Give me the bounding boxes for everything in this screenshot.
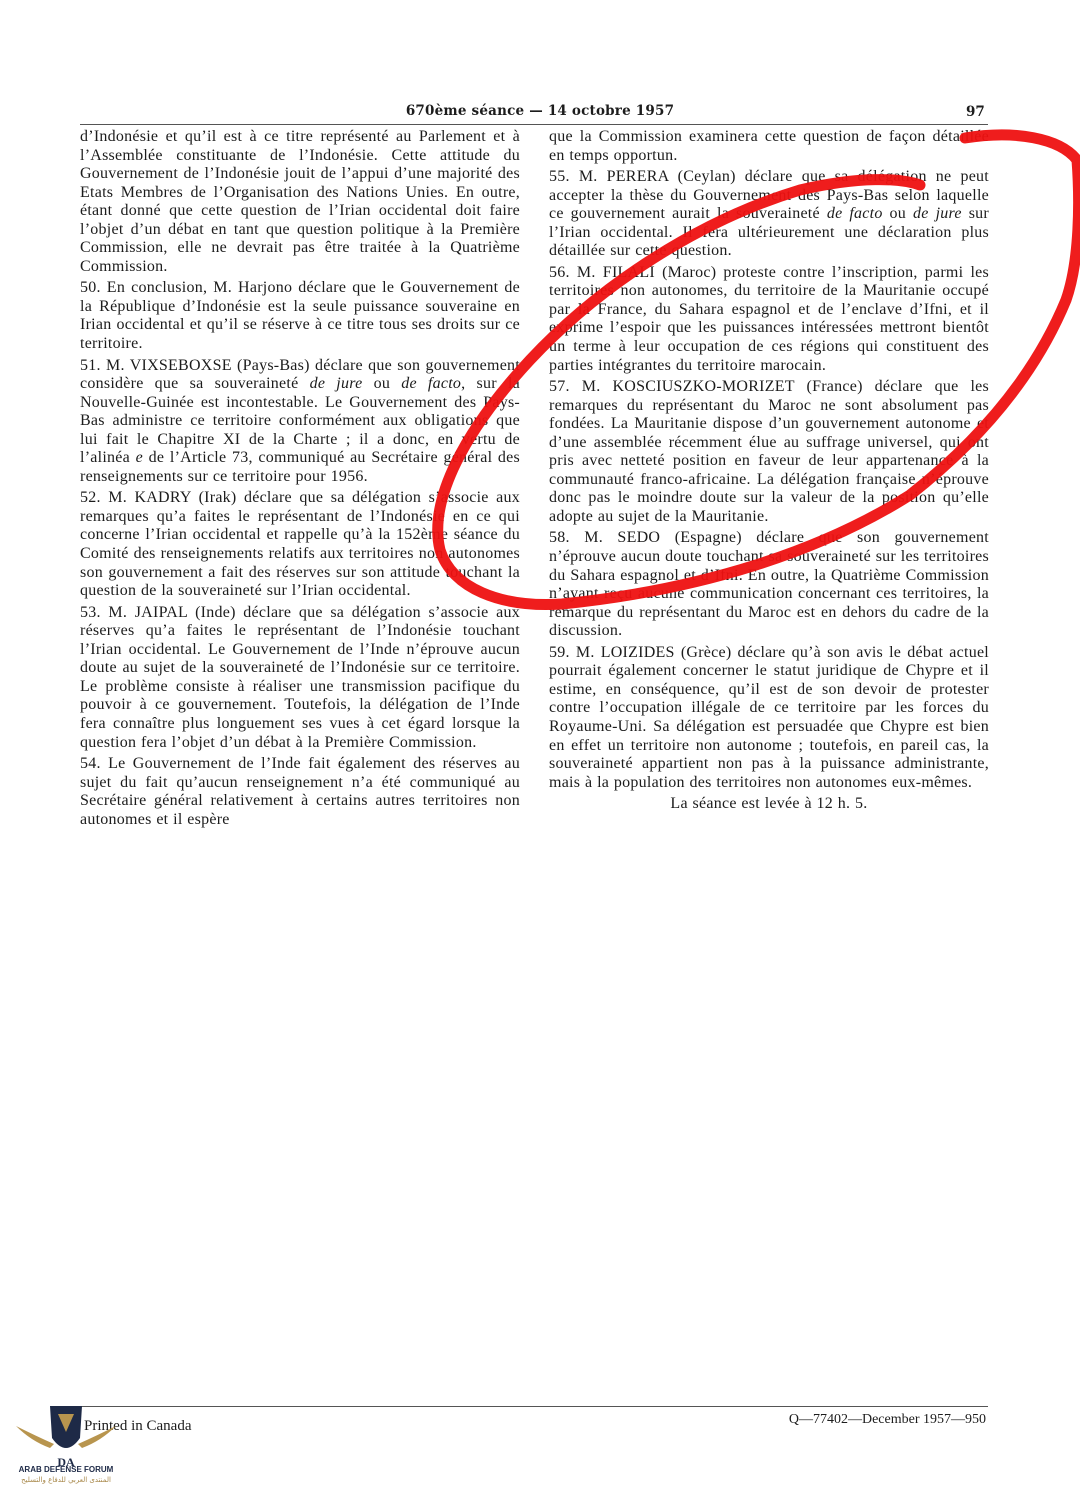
paragraph-59: 59. M. LOIZIDES (Grèce) déclare qu’à son avis le débat actuel pourrait également concerner le statut juridique de Chypre et il estime, en conséquence, qu’il est de son devoir de protester contre l’occupation illégale de ce territoire par les forces du Royaume-Uni. Sa délégation est persuadée que Chypre est bien en effet un territoire non autonome ; toutefois, en pareil cas, la souveraineté appartient non pas à la puissance administrante, mais à la population des territoires non autonomes eux-mêmes. bbox=[549, 643, 989, 791]
p51-text-a: 51. M. VIXSEBOXSE (Pays-Bas) déclare que son gouvernement considère que sa souveraineté bbox=[80, 356, 520, 393]
header-rule bbox=[80, 124, 988, 125]
paragraph-58: 58. M. SEDO (Espagne) déclare que son gouvernement n’éprouve aucun doute touchant sa souveraineté sur les territoires du Sahara espagnol et d’Ifni. En outre, la Quatrième Commission n’ayant reçu aucune communication concernant ces territoires, la remarque du représentant du Maroc est en dehors du cadre de la discussion. bbox=[549, 529, 989, 640]
paragraph-52: 52. M. KADRY (Irak) déclare que sa délégation s’associe aux remarques qu’a faites le représentant de l’Indonésie en ce qui concerne l’Irian occidental et rappelle qu’à la 152ème séance du Comité des renseignements relatifs aux territoires non autonomes son gouvernement a fait des réserves sur son attitude touchant la question de la souveraineté sur l’Irian occidental. bbox=[80, 489, 520, 600]
logo-arabic-label: المنتدى العربي للدفاع والتسليح bbox=[21, 1476, 111, 1484]
paragraph-57: 57. M. KOSCIUSZKO-MORIZET (France) déclare que les remarques du représentant du Maroc ne sont absolument pas fondées. La Mauritanie dispose d’un gouvernement autonome et d’une assemblée récemment élue au suffrage universel, qui ont pris avec netteté position en faveur de leur appartenance à la communauté franco-africaine. La délégation française n’éprouve donc pas le moindre doute sur la valeur de la position qu’elle adopte au sujet de la Mauritanie. bbox=[549, 378, 989, 525]
p55-text-b: ou bbox=[882, 205, 914, 223]
paragraph-53: 53. M. JAIPAL (Inde) déclare que sa délégation s’associe aux réserves qu’a faites le représentant de l’Indonésie touchant l’Irian occidental. Le Gouvernement de l’Inde n’éprouve aucun doute au sujet de la souveraineté de l’Indonésie sur ce territoire. Le problème consiste à réaliser une transmission pacifique du pouvoir à ce gouvernement. Toutefois, la délégation de l’Inde fera connaître plus longuement ses vues à cet égard lorsque la question fera l’objet d’un débat à la Première Commission. bbox=[80, 603, 520, 751]
closing-line: La séance est levée à 12 h. 5. bbox=[670, 795, 868, 813]
paragraph-54: 54. Le Gouvernement de l’Inde fait également des réserves au sujet du fait qu’aucun renseignement n’a été communiqué au Secrétaire général relativement à certains autres territoires non autonomes et il espère bbox=[80, 755, 520, 828]
p51-text-c: , sur la Nouvelle-Guinée est incontestable. Le Gouvernement des Pays-Bas administre ce territoire conformément aux obligations que lui fait le Chapitre XI de la Charte ; il a donc, en vertu de l’alinéa bbox=[80, 375, 521, 467]
p55-de-facto: de facto bbox=[826, 205, 883, 223]
p51-de-jure: de jure bbox=[309, 375, 363, 393]
paragraph-51 bbox=[80, 357, 520, 487]
footer-rule bbox=[80, 1406, 988, 1407]
footer-printed-in: Printed in Canada bbox=[84, 1418, 192, 1434]
logo-label: ARAB DEFENSE FORUM bbox=[18, 1465, 114, 1474]
p51-de-facto: de facto bbox=[401, 375, 462, 393]
logo-wing-right bbox=[78, 1426, 116, 1448]
paragraph-50: 50. En conclusion, M. Harjono déclare que le Gouvernement de la République d’Indonésie est la seule puissance souveraine en Irian occidental et qu’il se réserve à ce titre tous ses droits sur ce territoire. bbox=[80, 279, 520, 353]
p55-de-jure: de jure bbox=[913, 205, 962, 223]
right-column bbox=[549, 128, 989, 817]
p51-text-d: de l’Article 73, communiqué au Secrétaire général des renseignements sur ce territoire pour 1956. bbox=[80, 449, 521, 485]
p55-text-c: sur l’Irian occidental. Il fera ultérieurement une déclaration plus détaillée sur cette question. bbox=[549, 205, 990, 260]
logo-initials: DA bbox=[57, 1455, 75, 1469]
footer-print-code: Q—77402—December 1957—950 bbox=[788, 1412, 986, 1427]
page-header-title: 670ème séance — 14 octobre 1957 bbox=[405, 103, 675, 119]
paragraph-continued: d’Indonésie et qu’il est à ce titre représenté au Parlement et à l’Assemblée constituante de l’Indonésie. Cette attitude du Gouvernement de l’Indonésie jouit de l’appui d’une majorité des Etats Membres de l’Organisation des Nations Unies. En outre, étant donné que cette question de l’Irian occidental doit faire l’objet d’un débat en tant que question politique à la Première Commission, elle ne devrait pas être traitée à la Quatrième Commission. bbox=[80, 128, 520, 275]
paragraph-56: 56. M. FILALI (Maroc) proteste contre l’inscription, parmi les territoires non autonomes, du territoire de la Mauritanie occupé par la France, du Sahara espagnol et de l’enclave d’Ifni, et il exprime l’espoir que les puissances intéressées mettront bientôt un terme à leur occupation de ces régions qui constituent des parties intégrantes du territoire marocain. bbox=[549, 263, 989, 374]
p55-text-a: 55. M. PERERA (Ceylan) déclare que sa délégation ne peut accepter la thèse du Gouvernement des Pays-Bas selon laquelle ce gouvernement aurait la souveraineté bbox=[549, 168, 989, 223]
p51-alinea-e: e bbox=[135, 449, 143, 467]
page-number: 97 bbox=[966, 104, 985, 120]
paragraph-55 bbox=[549, 168, 989, 261]
p51-text-b: ou bbox=[362, 375, 402, 393]
logo-wing-left bbox=[16, 1426, 54, 1448]
paragraph-continued-right: que la Commission examinera cette question de façon détaillée en temps opportun. bbox=[549, 128, 989, 164]
left-column bbox=[80, 128, 520, 832]
